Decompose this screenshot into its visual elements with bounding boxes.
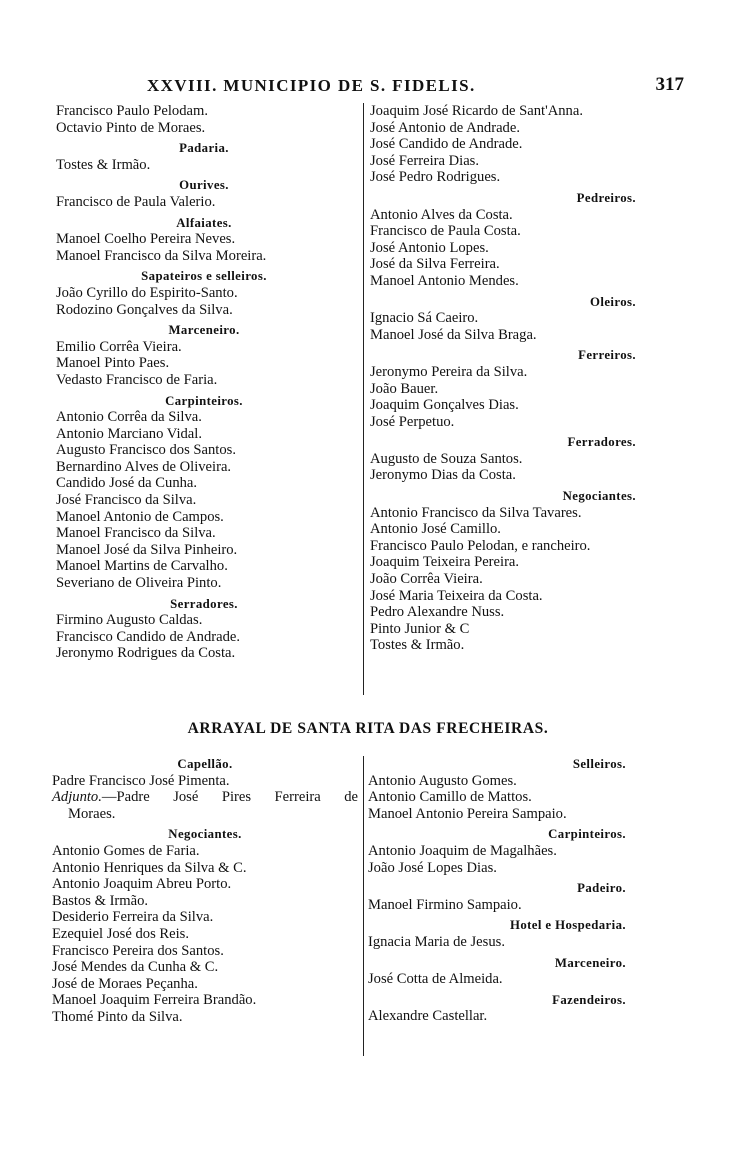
trade-heading: Ourives. — [179, 178, 229, 193]
entry-line: Antonio Marciano Vidal. — [56, 425, 202, 442]
entry-line: Vedasto Francisco de Faria. — [56, 371, 218, 388]
entry-line: Joaquim José Ricardo de Sant'Anna. — [370, 103, 583, 119]
entry-line: Tostes & Irmão. — [370, 637, 465, 654]
entry-line: Francisco de Paula Costa. — [370, 223, 521, 240]
trade-heading: Capellão. — [177, 757, 233, 771]
adjunto-word: —Padre — [101, 789, 150, 806]
trade-heading: Negociantes. — [168, 827, 242, 842]
section-column-divider — [363, 756, 364, 1056]
top-column-divider — [363, 103, 364, 695]
entry-line: Antonio Augusto Gomes. — [368, 772, 517, 789]
entry-line: Augusto Francisco dos Santos. — [56, 442, 236, 459]
trade-heading: Selleiros. — [572, 757, 626, 771]
top-right-column — [370, 103, 640, 654]
running-title: XXVIII. MUNICIPIO DE S. FIDELIS. — [147, 76, 476, 95]
entry-line: Manoel Francisco da Silva Moreira. — [56, 247, 267, 264]
entry-line: Francisco Paulo Pelodam. — [56, 103, 208, 119]
entry-line: Candido José da Cunha. — [56, 475, 198, 492]
trade-heading: Padaria. — [179, 141, 229, 156]
entry-line: Ignacia Maria de Jesus. — [368, 933, 505, 950]
entry-line: Bastos & Irmão. — [52, 892, 149, 909]
entry-line: Jeronymo Pereira da Silva. — [370, 363, 528, 380]
trade-heading: Fazendeiros. — [552, 992, 626, 1007]
entry-line: Emilio Corrêa Vieira. — [56, 338, 182, 355]
entry-line: Manoel José da Silva Pinheiro. — [56, 541, 238, 558]
trade-heading: Ferradores. — [567, 435, 636, 450]
entry-line: Thomé Pinto da Silva. — [52, 1008, 183, 1025]
entry-line: Ezequiel José dos Reis. — [52, 925, 189, 942]
trade-heading: Serradores. — [170, 596, 238, 611]
entry-line: Manoel Antonio Mendes. — [370, 272, 519, 289]
entry-line: Francisco de Paula Valerio. — [56, 193, 216, 210]
trade-heading: Marceneiro. — [554, 955, 626, 970]
entry-line: Manoel José da Silva Braga. — [370, 326, 537, 343]
trade-heading: Ferreiros. — [578, 348, 636, 363]
entry-line: Manoel Antonio de Campos. — [56, 508, 224, 525]
entry-line: Severiano de Oliveira Pinto. — [56, 575, 222, 592]
adjunto-word: de — [344, 789, 358, 806]
entry-line: Manoel Coelho Pereira Neves. — [56, 231, 236, 248]
entry-line: Antonio Gomes de Faria. — [52, 842, 200, 859]
entry-line: José da Silva Ferreira. — [370, 256, 500, 273]
trade-heading: Padeiro. — [577, 881, 626, 896]
entry-line: Octavio Pinto de Moraes. — [56, 119, 206, 136]
entry-line: Manoel Pinto Paes. — [56, 355, 170, 372]
trade-heading: Marceneiro. — [168, 323, 240, 338]
entry-line: João José Lopes Dias. — [368, 859, 497, 876]
entry-line: Manoel Francisco da Silva. — [56, 525, 216, 542]
entry-line: José Ferreira Dias. — [370, 152, 480, 169]
entry-line: João Cyrillo do Espirito-Santo. — [56, 284, 238, 301]
top-left-column — [56, 103, 352, 662]
entry-line: Jeronymo Rodrigues da Costa. — [56, 645, 236, 662]
entry-line: Antonio Henriques da Silva & C. — [52, 859, 247, 876]
section-left-column — [52, 756, 358, 1026]
entry-line: Antonio Joaquim Abreu Porto. — [52, 876, 232, 893]
adjunto-word: Ferreira — [274, 789, 321, 806]
entry-line: Manoel Martins de Carvalho. — [56, 558, 228, 575]
entry-line: Francisco Paulo Pelodan, e rancheiro. — [370, 537, 591, 554]
entry-line: João Corrêa Vieira. — [370, 571, 483, 588]
entry-line: José Maria Teixeira da Costa. — [370, 587, 543, 604]
entry-line: José Antonio de Andrade. — [370, 119, 520, 136]
adjunto-label: Adjunto. — [52, 789, 102, 806]
entry-line: José Antonio Lopes. — [370, 239, 489, 256]
entry-line: José Francisco da Silva. — [56, 492, 197, 509]
entry-line: Manoel Firmino Sampaio. — [368, 896, 522, 913]
entry-line: Manoel Joaquim Ferreira Brandão. — [52, 992, 257, 1009]
trade-heading: Carpinteiros. — [165, 393, 243, 408]
entry-line: Augusto de Souza Santos. — [370, 450, 523, 467]
entry-line: Antonio Corrêa da Silva. — [56, 409, 202, 426]
entry-line: Jeronymo Dias da Costa. — [370, 467, 516, 484]
trade-heading: Oleiros. — [590, 294, 636, 309]
entry-line: Antonio Camillo de Mattos. — [368, 789, 532, 806]
entry-line: Rodozino Gonçalves da Silva. — [56, 301, 233, 318]
entry-line: Antonio José Camillo. — [370, 521, 501, 538]
entry-line: Antonio Joaquim de Magalhães. — [368, 842, 557, 859]
entry-line: Francisco Candido de Andrade. — [56, 628, 240, 645]
entry-line: José Perpetuo. — [370, 413, 455, 430]
entry-line: Padre Francisco José Pimenta. — [52, 772, 230, 789]
entry-line: Ignacio Sá Caeiro. — [370, 310, 479, 327]
entry-line: Antonio Alves da Costa. — [370, 206, 513, 223]
entry-line: Antonio Francisco da Silva Tavares. — [370, 504, 582, 521]
entry-line: José Mendes da Cunha & C. — [52, 959, 219, 976]
trade-heading: Carpinteiros. — [548, 827, 626, 842]
trade-heading: Sapateiros e selleiros. — [141, 269, 267, 284]
entry-line: Alexandre Castellar. — [368, 1008, 488, 1025]
entry-line: Joaquim Gonçalves Dias. — [370, 397, 519, 414]
section-title: ARRAYAL DE SANTA RITA DAS FRECHEIRAS. — [187, 720, 549, 737]
section-right-column — [368, 756, 630, 1025]
trade-heading: Pedreiros. — [576, 190, 636, 205]
entry-line: José Cotta de Almeida. — [368, 971, 503, 988]
trade-heading: Negociantes. — [562, 489, 636, 504]
trade-heading: Alfaiates. — [176, 215, 232, 230]
entry-line: Pinto Junior & C — [370, 620, 470, 637]
entry-line: José de Moraes Peçanha. — [52, 975, 198, 992]
entry-line: José Candido de Andrade. — [370, 136, 523, 153]
page-header — [52, 76, 684, 100]
entry-line: Desiderio Ferreira da Silva. — [52, 909, 214, 926]
entry-line: Francisco Pereira dos Santos. — [52, 942, 224, 959]
entry-line: Joaquim Teixeira Pereira. — [370, 554, 520, 571]
entry-line: Bernardino Alves de Oliveira. — [56, 458, 232, 475]
page-number: 317 — [655, 74, 684, 95]
entry-line: Manoel Antonio Pereira Sampaio. — [368, 805, 567, 822]
entry-line: Firmino Augusto Caldas. — [56, 612, 203, 629]
entry-line: José Pedro Rodrigues. — [370, 169, 501, 186]
adjunto-word: Pires — [221, 789, 252, 806]
trade-heading: Hotel e Hospedaria. — [509, 918, 626, 933]
entry-line: Pedro Alexandre Nuss. — [370, 604, 505, 621]
entry-line: João Bauer. — [370, 380, 439, 397]
entry-continuation: Moraes. — [68, 805, 116, 822]
entry-line: Tostes & Irmão. — [56, 156, 151, 173]
adjunto-word: José — [173, 789, 199, 806]
adjunto-line — [52, 789, 358, 806]
